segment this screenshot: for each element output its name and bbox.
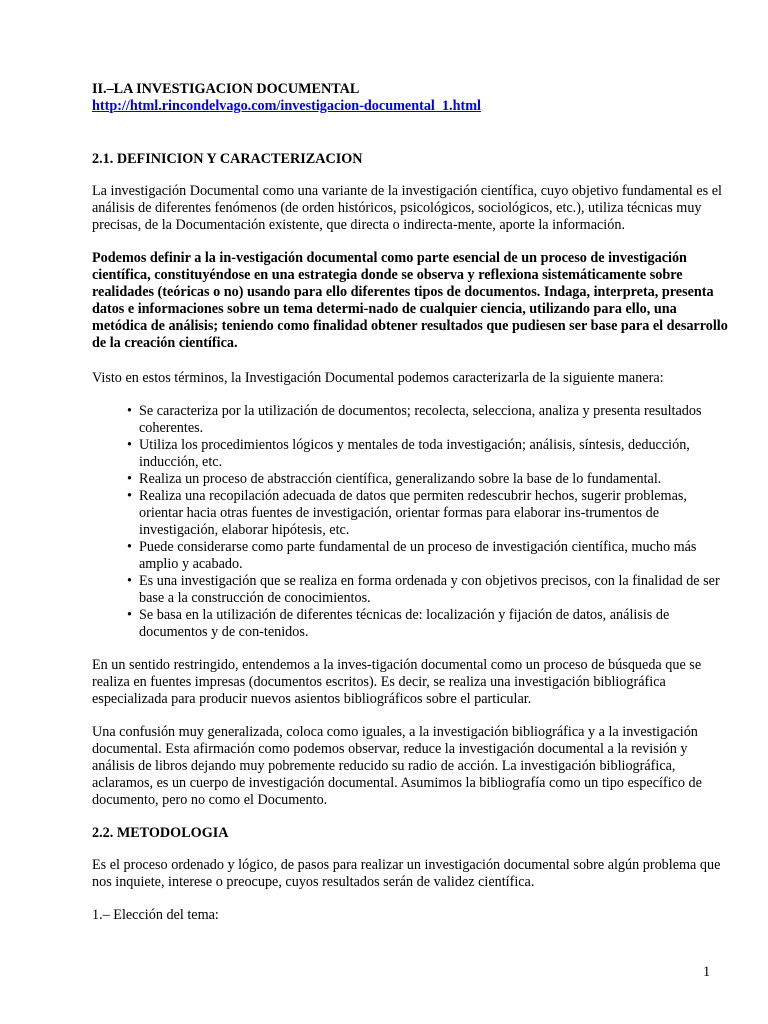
list-item-text: Se basa en la utilización de diferentes técnicas de: localización y fijación de datos, análisis de documentos y de con-tenidos.	[139, 607, 670, 640]
step-eleccion-tema: 1.– Elección del tema:	[92, 907, 219, 923]
list-item-text: Realiza un proceso de abstracción científica, generalizando sobre la base de lo fundamental.	[139, 471, 662, 487]
paragraph-confusion: Una confusión muy generalizada, coloca como iguales, a la investigación bibliográfica y a la investigación documental. Esta afirmación como podemos observar, reduce la investigación documental a la revisión y análisis de libros dejando muy pobremente reducido su radio de acción. La investigación bibliográfica, aclaramos, es un cuerpo de investigación documental. Asumimos la bibliografía como un tipo específico de documento, pero no como el Documento.	[92, 724, 702, 808]
list-item-text: Es una investigación que se realiza en forma ordenada y con objetivos precisos, con la finalidad de ser base a la construcción de conocimientos.	[139, 573, 720, 606]
paragraph-definicion-bold: Podemos definir a la in-vestigación documental como parte esencial de un proceso de investigación científica, constituyéndose en una estrategia donde se observa y reflexiona sistemáticamente sobre realidades (teóricas o no) usando para ello diferentes tipos de documentos. Indaga, interpreta, presenta datos e informaciones sobre un tema determi-nado de cualquier ciencia, utilizando para ello, una metódica de análisis; teniendo como finalidad obtener resultados que pudiesen ser base para el desarrollo de la creación científica.	[92, 250, 728, 351]
paragraph-definicion-1: La investigación Documental como una variante de la investigación científica, cuyo objetivo fundamental es el análisis de diferentes fenómenos (de orden históricos, psicológicos, sociológicos, etc.), utiliza técnicas muy precisas, de la Documentación existente, que directa o indirecta-mente, aporte la información.	[92, 183, 722, 233]
list-item-text: Se caracteriza por la utilización de documentos; recolecta, selecciona, analiza y presenta resultados coherentes.	[139, 403, 702, 436]
list-item-text: Realiza una recopilación adecuada de datos que permiten redescubrir hechos, sugerir problemas, orientar hacia otras fuentes de investigación, orientar formas para elaborar ins-trumentos de investigación, elaborar hipótesis, etc.	[139, 488, 687, 538]
list-item-text: Utiliza los procedimientos lógicos y mentales de toda investigación; análisis, síntesis, deducción, inducción, etc.	[139, 437, 690, 470]
list-item	[127, 488, 732, 539]
list-item	[127, 573, 732, 607]
characteristics-list	[127, 403, 732, 641]
list-item-text: Puede considerarse como parte fundamental de un proceso de investigación científica, mucho más amplio y acabado.	[139, 539, 697, 572]
list-item	[127, 471, 732, 488]
document-page	[92, 81, 732, 940]
bullet-icon: •	[127, 607, 132, 623]
paragraph-caracterizacion-intro: Visto en estos términos, la Investigación Documental podemos caracterizarla de la siguiente manera:	[92, 370, 664, 386]
bullet-icon: •	[127, 488, 132, 504]
source-link[interactable]: http://html.rincondelvago.com/investigacion-documental_1.html	[92, 98, 481, 114]
list-item	[127, 607, 732, 641]
bullet-icon: •	[127, 573, 132, 589]
section-heading-metodologia: 2.2. METODOLOGIA	[92, 825, 229, 841]
page-number: 1	[703, 964, 711, 980]
list-item	[127, 403, 732, 437]
paragraph-sentido-restringido: En un sentido restringido, entendemos a la inves-tigación documental como un proceso de búsqueda que se realiza en fuentes impresas (documentos escritos). Es decir, se realiza una investigación bibliográfica especializada para producir nuevos asientos bibliográficos sobre el particular.	[92, 657, 702, 707]
bullet-icon: •	[127, 437, 132, 453]
bullet-icon: •	[127, 403, 132, 419]
list-item	[127, 539, 732, 573]
paragraph-metodologia-1: Es el proceso ordenado y lógico, de pasos para realizar un investigación documental sobre algún problema que nos inquiete, interese o preocupe, cuyos resultados serán de validez científica.	[92, 857, 721, 890]
bullet-icon: •	[127, 471, 132, 487]
section-heading-definicion: 2.1. DEFINICION Y CARACTERIZACION	[92, 151, 363, 167]
list-item	[127, 437, 732, 471]
bullet-icon: •	[127, 539, 132, 555]
document-title: II.–LA INVESTIGACION DOCUMENTAL	[92, 81, 360, 97]
